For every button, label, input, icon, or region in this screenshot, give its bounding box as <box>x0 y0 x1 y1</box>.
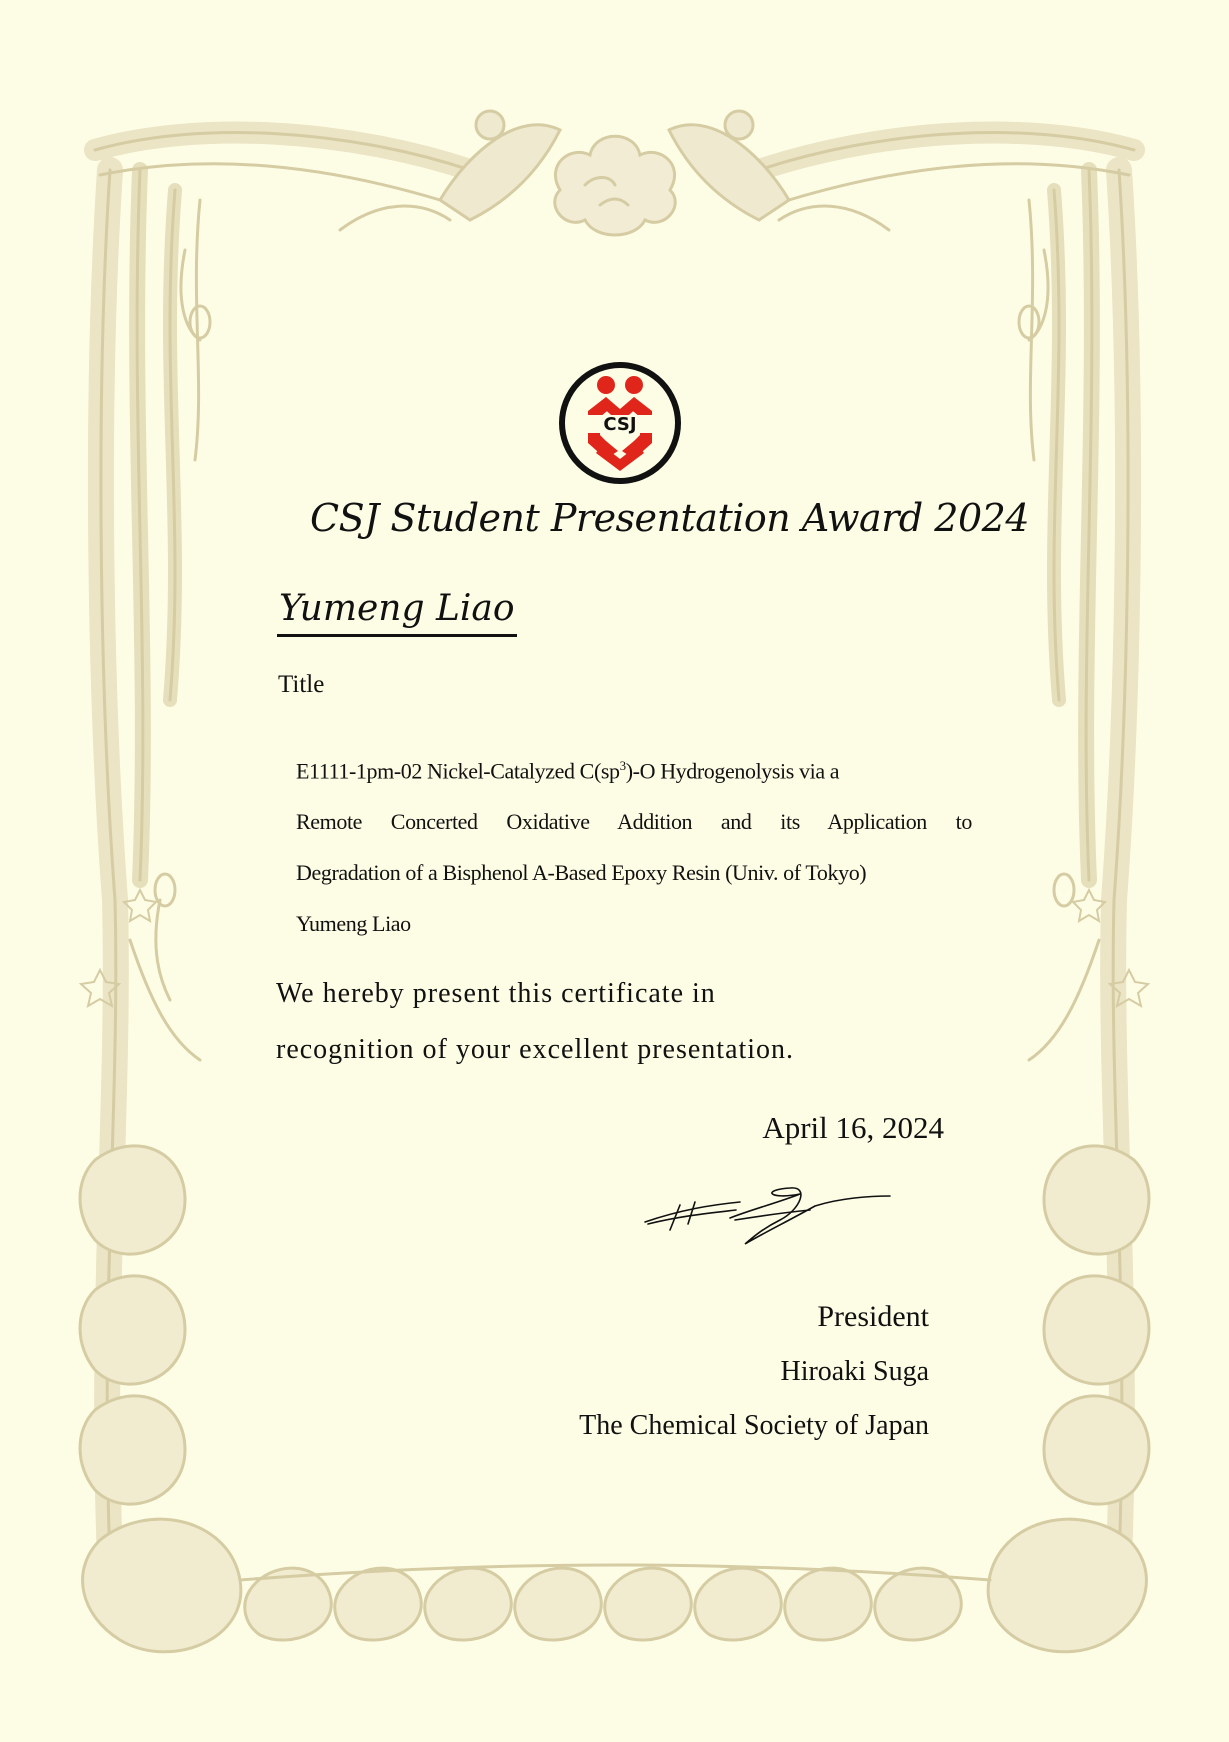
presentation-details <box>296 740 972 949</box>
presentation-line-2: Remote Concerted Oxidative Addition and its Application to <box>296 809 972 835</box>
signatory-name: Hiroaki Suga <box>780 1356 929 1387</box>
statement-line-2: recognition of your excellent presentation. <box>276 1034 795 1065</box>
presentation-code-and-title-start: E1111-1pm-02 Nickel-Catalyzed C(sp <box>296 758 620 784</box>
presentation-line-3: Degradation of a Bisphenol A-Based Epoxy Resin (Univ. of Tokyo) <box>296 860 867 886</box>
signatory-block <box>579 1290 929 1452</box>
csj-logo <box>556 359 684 487</box>
award-date: April 16, 2024 <box>762 1110 944 1145</box>
logo-text: CSJ <box>603 414 637 435</box>
signatory-organization: The Chemical Society of Japan <box>579 1410 929 1441</box>
signature <box>640 1180 900 1250</box>
recipient-name: Yumeng Liao <box>277 586 517 637</box>
presentation-title-continued: )-O Hydrogenolysis via a <box>625 758 840 784</box>
title-label: Title <box>278 671 325 698</box>
presentation-author: Yumeng Liao <box>296 911 411 937</box>
certificate-statement <box>276 966 794 1078</box>
statement-line-1: We hereby present this certificate in <box>276 978 716 1009</box>
signatory-role: President <box>817 1300 929 1333</box>
presentation-line-1 <box>296 740 972 796</box>
superscript-3: 3 <box>619 758 626 773</box>
award-title: CSJ Student Presentation Award 2024 <box>310 496 1029 540</box>
